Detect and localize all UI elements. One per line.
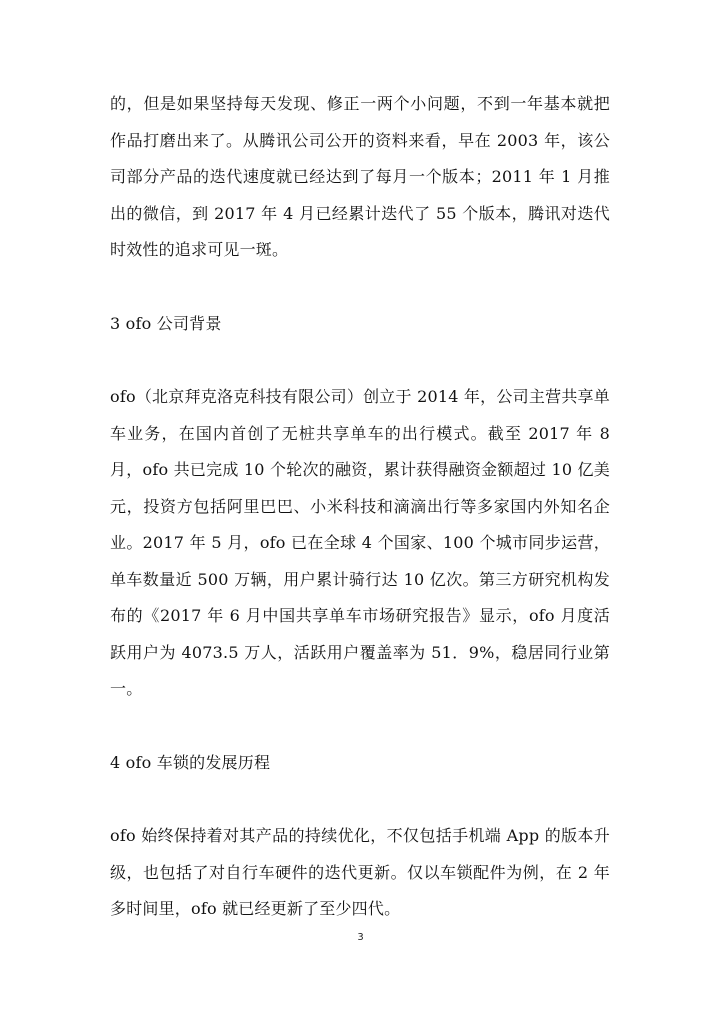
- paragraph-iteration-tencent: 的，但是如果坚持每天发现、修正一两个小问题，不到一年基本就把作品打磨出来了。从腾讯公司公开的资料来看，早在 2003 年，该公司部分产品的迭代速度就已经达到了每月一个版本；2011 年 1 月推出的微信，到 2017 年 4 月已经累计迭代了 55 个版本，腾讯对迭代时效性的追求可见一斑。: [110, 94, 610, 259]
- paragraph-gap: [110, 342, 610, 379]
- paragraph-lock-evolution: ofo 始终保持着对其产品的持续优化，不仅包括手机端 App 的版本升级，也包括了对自行车硬件的迭代更新。仅以车锁配件为例，在 2 年多时间里，ofo 就已经更新了至少四代。: [110, 826, 610, 918]
- page-number: 3: [357, 932, 364, 943]
- section-heading-company-background: 3 ofo 公司背景: [110, 313, 222, 333]
- paragraph-gap: [110, 269, 610, 306]
- paragraph-ofo-background: ofo（北京拜克洛克科技有限公司）创立于 2014 年，公司主营共享单车业务，在国内首创了无桩共享单车的出行模式。截至 2017 年 8 月，ofo 共已完成 10 个轮次的融资，累计获得融资金额超过 10 亿美元，投资方包括阿里巴巴、小米科技和滴滴出行等多家国内外知名企业。2017 年 5 月，ofo 已在全球 4 个国家、100 个城市同步运营，单车数量近 500 万辆，用户累计骑行达 10 亿次。第三方研究机构发布的《2017 年 6 月中国共享单车市场研究报告》显示，ofo 月度活跃用户为 4073.5 万人，活跃用户覆盖率为 51．9%，稳居同行业第一。: [110, 387, 610, 698]
- document-body: [110, 86, 610, 928]
- section-heading-lock-history: 4 ofo 车锁的发展历程: [110, 752, 271, 772]
- paragraph-gap: [110, 781, 610, 818]
- paragraph-gap: [110, 708, 610, 745]
